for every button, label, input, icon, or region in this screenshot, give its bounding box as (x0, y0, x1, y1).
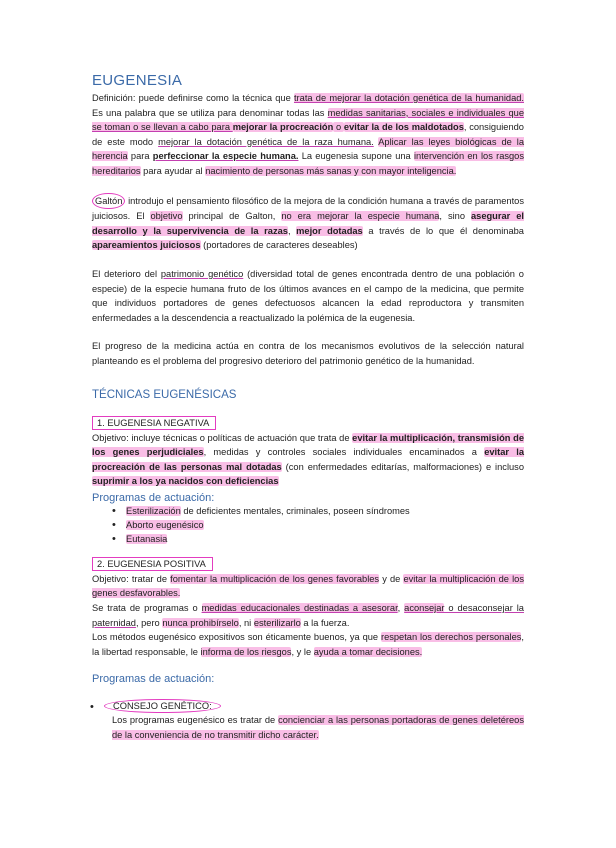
highlight: no era mejorar la especie humana (281, 211, 440, 222)
bold-highlight: evitar la multiplicación, transmisión de los genes perjudiciales (92, 432, 524, 458)
spacer (92, 253, 524, 267)
galton-circled: Galtón (92, 193, 125, 210)
progreso-paragraph: El progreso de la medicina actúa en contra de los mecanismos evolutivos de la selección natural planteando es el problema del progresivo deterioro del patrimonio genético de la humanidad. (92, 341, 524, 366)
text: Los métodos eugenésico expositivos son éticamente buenos, ya que (92, 632, 381, 643)
text: , ni (238, 617, 254, 628)
highlight: fomentar la multiplicación de los genes favorables (170, 573, 380, 584)
highlight: medidas educacionales destinadas a asesorar (201, 603, 398, 614)
bold-highlight: evitar la de los maldotados (343, 122, 464, 133)
spacer (92, 179, 524, 193)
text: para (127, 151, 153, 162)
highlight: Esterilización (126, 505, 181, 516)
list-item (126, 518, 524, 532)
spacer (92, 401, 524, 413)
positiva-heading: 2. EUGENESIA POSITIVA (92, 557, 213, 571)
bold-underline: perfeccionar la especie humana. (152, 151, 299, 162)
definition-paragraph (92, 91, 524, 179)
text: y de (379, 573, 404, 584)
bold-highlight: asegurar el desarrollo y la supervivencia de la razas (92, 211, 524, 236)
spacer (92, 659, 524, 673)
text: , consiguiendo de este modo (92, 122, 524, 147)
text: , y le (291, 646, 314, 657)
highlight: intervención en los rasgos hereditarios (92, 151, 524, 176)
text: (diversidad total de genes encontrada dentro de una población o especie) de la especie humana fruto de los últimos avances en el campo de la medicina, que permite que individuos portadores de genes defectuosos alcancen la edad reproductora y transmiten enfermedades a la descendencia a reactualizado la polémica de la eugenesia. (92, 268, 524, 323)
spacer (92, 685, 524, 699)
text: Los programas eugenésico es tratar de (112, 715, 279, 726)
negativa-heading: 1. EUGENESIA NEGATIVA (92, 416, 216, 430)
consejo-label: CONSEJO GENÉTICO: (104, 699, 221, 713)
highlight: respetan los derechos personales (380, 632, 522, 643)
highlight: informa de los riesgos (200, 646, 292, 657)
text: (con enfermedades editarías, malformaciones) e incluso (281, 461, 524, 472)
text: , la libertad responsable, le (92, 632, 524, 657)
underline: mejorar la dotación genética de la raza humana. (158, 136, 374, 147)
spacer (92, 369, 524, 389)
text: , sino (439, 211, 471, 222)
list-item (126, 532, 524, 546)
text: a la fuerza. (300, 617, 350, 628)
highlight: trata de mejorar la dotación genética de la humanidad. (293, 93, 524, 103)
document-page (92, 72, 524, 743)
bold-highlight: suprimir a los ya nacidos con deficiencias (92, 476, 279, 487)
text: El deterioro del (92, 268, 161, 279)
highlight: nunca prohibírselo (162, 617, 239, 628)
text: Objetivo: incluye técnicas o políticas de actuación que trata de (92, 432, 353, 443)
negativa-paragraph (92, 431, 524, 489)
page-title: EUGENESIA (92, 72, 183, 89)
bold-highlight: apareamientos juiciosos (92, 240, 201, 251)
spacer (92, 546, 524, 554)
highlight: Aborto eugenésico (126, 519, 204, 530)
highlight: evitar la multiplicación de los genes desfavorables. (92, 573, 524, 599)
underline: patrimonio genético (160, 268, 244, 279)
text: Definición: puede definirse como la técnica que (92, 93, 294, 103)
highlight: aconsejar (404, 603, 445, 614)
negativa-list (92, 504, 524, 546)
positiva-programas-heading: Programas de actuación: (92, 673, 215, 686)
galton-paragraph (92, 193, 524, 253)
highlight: esterilizarlo (253, 617, 301, 628)
text: , pero (135, 617, 163, 628)
consejo-item (92, 699, 524, 713)
text: Es una palabra que se utiliza para denominar todas las (92, 107, 328, 118)
highlight: nacimiento de personas más sanas y con mayor inteligencia. (205, 165, 457, 176)
text: Se trata de programas o (92, 603, 202, 614)
text: para ayudar al (140, 165, 206, 176)
highlight: Eutanasia (126, 533, 168, 544)
highlight: ayuda a tomar decisiones. (313, 646, 423, 657)
positiva-paragraph (92, 572, 524, 660)
consejo-paragraph (92, 713, 524, 742)
underline: o desaconsejar la paternidad (92, 603, 524, 628)
highlight: Aplicar las leyes biológicas de la herencia (92, 136, 524, 162)
negativa-programas-heading: Programas de actuación: (92, 491, 215, 504)
text: a través de lo que él denominaba (362, 225, 524, 236)
text: o (333, 122, 344, 133)
text: principal de Galton, (182, 211, 282, 222)
highlight: concienciar a las personas portadoras de genes deletéreos de la conveniencia de no transmitir dicho carácter. (112, 715, 524, 741)
text: (portadores de caracteres deseables) (200, 240, 358, 251)
spacer (92, 325, 524, 339)
text: , medidas y controles sociales individuales encaminados a (203, 447, 485, 458)
bullet: • (90, 701, 94, 714)
text: La eugenesia supone una (298, 151, 414, 162)
list-item (126, 504, 524, 518)
text: introdujo el pensamiento filosófico de la mejora de la condición humana a través de paramentos juiciosos. El (92, 195, 524, 222)
text: , (397, 603, 405, 614)
text: de deficientes mentales, criminales, poseen síndromes (180, 505, 410, 516)
bold-highlight: mejor dotadas (296, 225, 363, 236)
bold-highlight: mejorar la procreación (232, 122, 334, 133)
highlight: objetivo (150, 211, 183, 222)
text: Objetivo: tratar de (92, 573, 171, 584)
deterioro-paragraph (92, 267, 524, 325)
bold-highlight: evitar la procreación de las personas mal dotadas (92, 447, 524, 472)
highlight: medidas sanitarias, sociales e individuales que se toman o se llevan a cabo para (92, 107, 525, 133)
text: , (287, 225, 297, 236)
tecnicas-heading: TÉCNICAS EUGENÉSICAS (92, 388, 237, 401)
